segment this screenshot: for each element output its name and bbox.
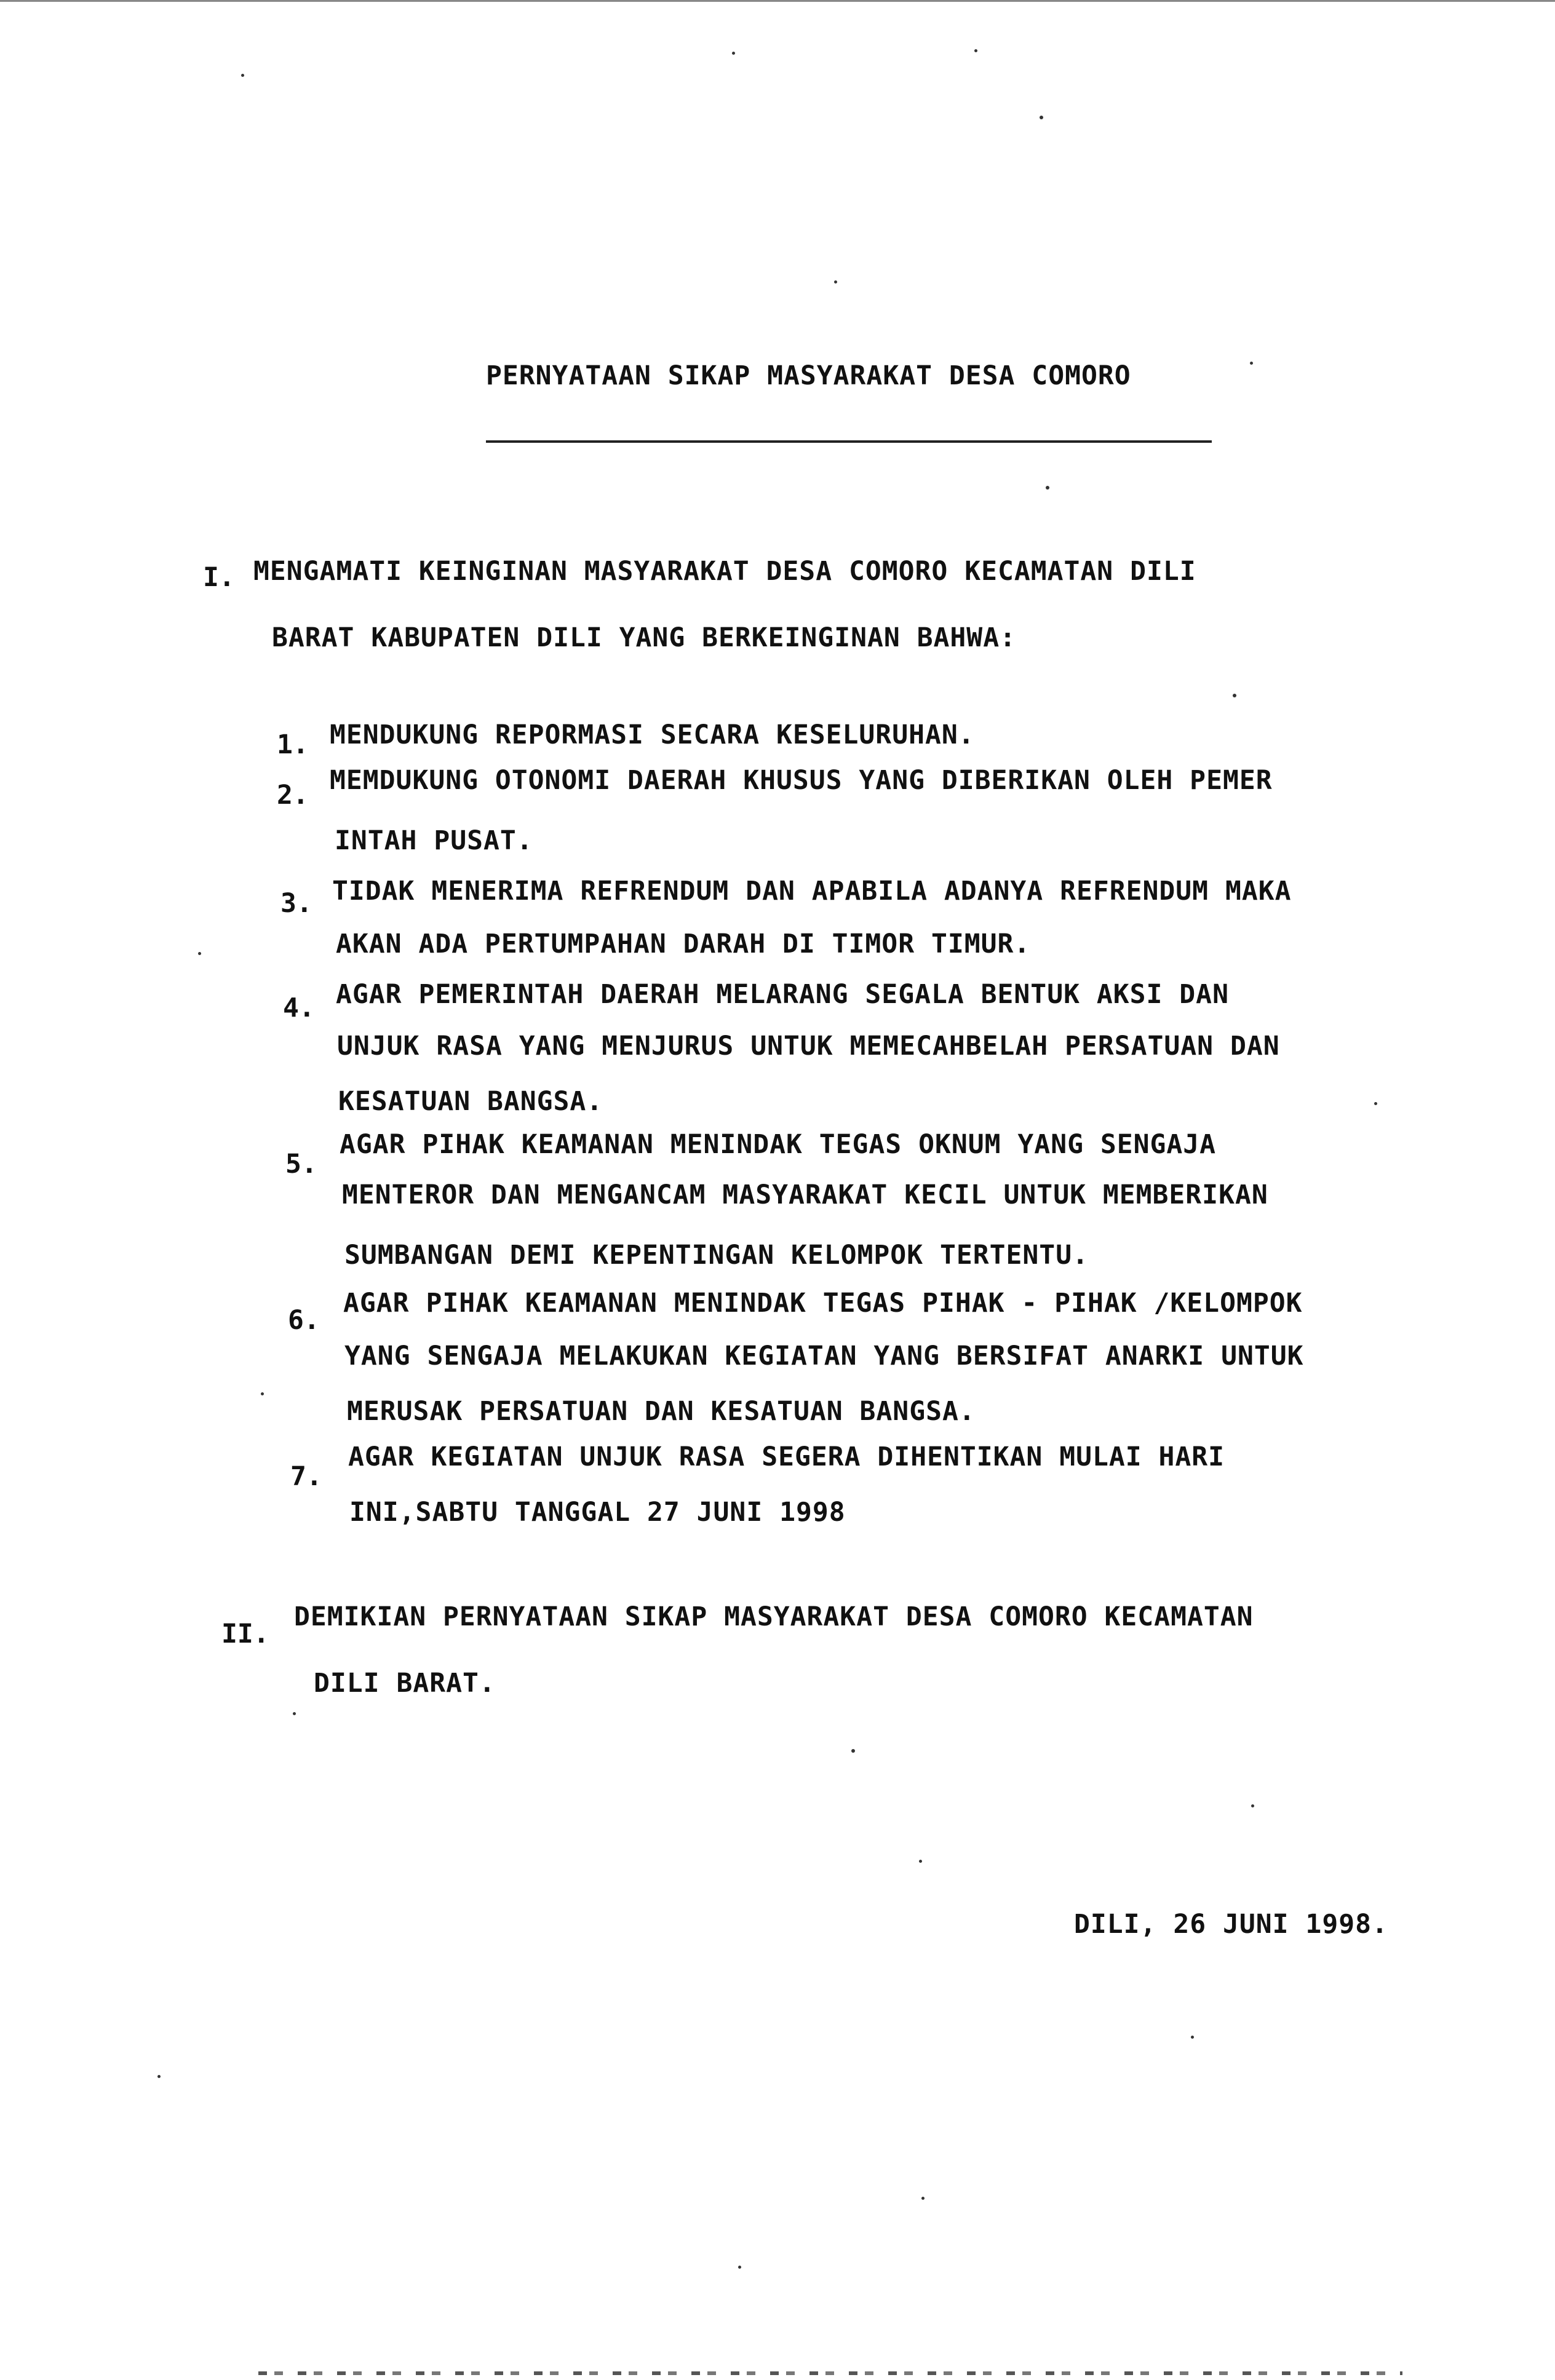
list-item-line: MERUSAK PERSATUAN DAN KESATUAN BANGSA. [347, 1396, 976, 1427]
section-1-line: MENGAMATI KEINGINAN MASYARAKAT DESA COMORO KECAMATAN DILI [253, 556, 1196, 587]
document-title: PERNYATAAN SIKAP MASYARAKAT DESA COMORO [486, 360, 1131, 391]
list-item-line: AGAR PIHAK KEAMANAN MENINDAK TEGAS PIHAK - PIHAK /KELOMPOK [343, 1288, 1303, 1319]
list-item-number: 7. [290, 1461, 322, 1492]
list-item-line: INTAH PUSAT. [335, 825, 533, 856]
scan-speck [851, 1749, 855, 1753]
scan-speck [157, 2075, 161, 2078]
section-2-line: DEMIKIAN PERNYATAAN SIKAP MASYARAKAT DESA COMORO KECAMATAN [294, 1601, 1254, 1632]
section-2-line: DILI BARAT. [314, 1668, 496, 1699]
list-item-line: YANG SENGAJA MELAKUKAN KEGIATAN YANG BERSIFAT ANARKI UNTUK [344, 1341, 1304, 1371]
list-item-line: MEMDUKUNG OTONOMI DAERAH KHUSUS YANG DIBERIKAN OLEH PEMER [330, 765, 1273, 796]
scan-speck [293, 1712, 296, 1715]
list-item-line: MENDUKUNG REPORMASI SECARA KESELURUHAN. [330, 720, 975, 750]
scan-speck [1191, 2036, 1194, 2039]
list-item-line: INI,SABTU TANGGAL 27 JUNI 1998 [349, 1497, 846, 1528]
scan-speck [1374, 1102, 1377, 1105]
section-1-line: BARAT KABUPATEN DILI YANG BERKEINGINAN BAHWA: [272, 622, 1016, 653]
list-item-line: TIDAK MENERIMA REFRENDUM DAN APABILA ADANYA REFRENDUM MAKA [332, 876, 1292, 906]
title-underline [486, 440, 1212, 443]
list-item-number: 6. [288, 1305, 320, 1336]
scan-speck [834, 280, 837, 284]
scan-edge-noise [258, 2371, 1402, 2375]
list-item-line: MENTEROR DAN MENGANCAM MASYARAKAT KECIL UNTUK MEMBERIKAN [342, 1180, 1268, 1210]
list-item-line: AGAR KEGIATAN UNJUK RASA SEGERA DIHENTIKAN MULAI HARI [348, 1442, 1225, 1472]
scan-speck [921, 2197, 925, 2200]
list-item-line: UNJUK RASA YANG MENJURUS UNTUK MEMECAHBELAH PERSATUAN DAN [337, 1031, 1280, 1061]
scan-speck [919, 1860, 922, 1863]
section-2-label: II. [221, 1619, 269, 1649]
scan-speck [1251, 1804, 1254, 1807]
section-1-label: I. [203, 562, 235, 593]
scan-speck [261, 1392, 264, 1395]
scan-speck [738, 2266, 741, 2269]
list-item-line: AGAR PIHAK KEAMANAN MENINDAK TEGAS OKNUM YANG SENGAJA [340, 1129, 1217, 1160]
scan-speck [241, 74, 244, 77]
list-item-number: 3. [280, 888, 312, 919]
scan-speck [1046, 486, 1049, 490]
scan-speck [1040, 116, 1043, 119]
scan-speck [1233, 694, 1236, 697]
list-item-line: SUMBANGAN DEMI KEPENTINGAN KELOMPOK TERTENTU. [344, 1240, 1089, 1271]
scan-edge [0, 0, 1555, 2]
scan-speck [974, 49, 977, 52]
signoff-date: DILI, 26 JUNI 1998. [1074, 1909, 1388, 1940]
scan-speck [198, 952, 201, 955]
list-item-line: AGAR PEMERINTAH DAERAH MELARANG SEGALA BENTUK AKSI DAN [336, 979, 1229, 1010]
list-item-line: AKAN ADA PERTUMPAHAN DARAH DI TIMOR TIMUR. [336, 929, 1031, 959]
list-item-number: 4. [283, 993, 315, 1023]
list-item-number: 1. [277, 729, 309, 760]
scan-speck [1250, 362, 1253, 365]
list-item-number: 2. [277, 780, 309, 811]
scan-speck [732, 52, 735, 55]
list-item-line: KESATUAN BANGSA. [338, 1086, 603, 1117]
list-item-number: 5. [285, 1149, 317, 1180]
